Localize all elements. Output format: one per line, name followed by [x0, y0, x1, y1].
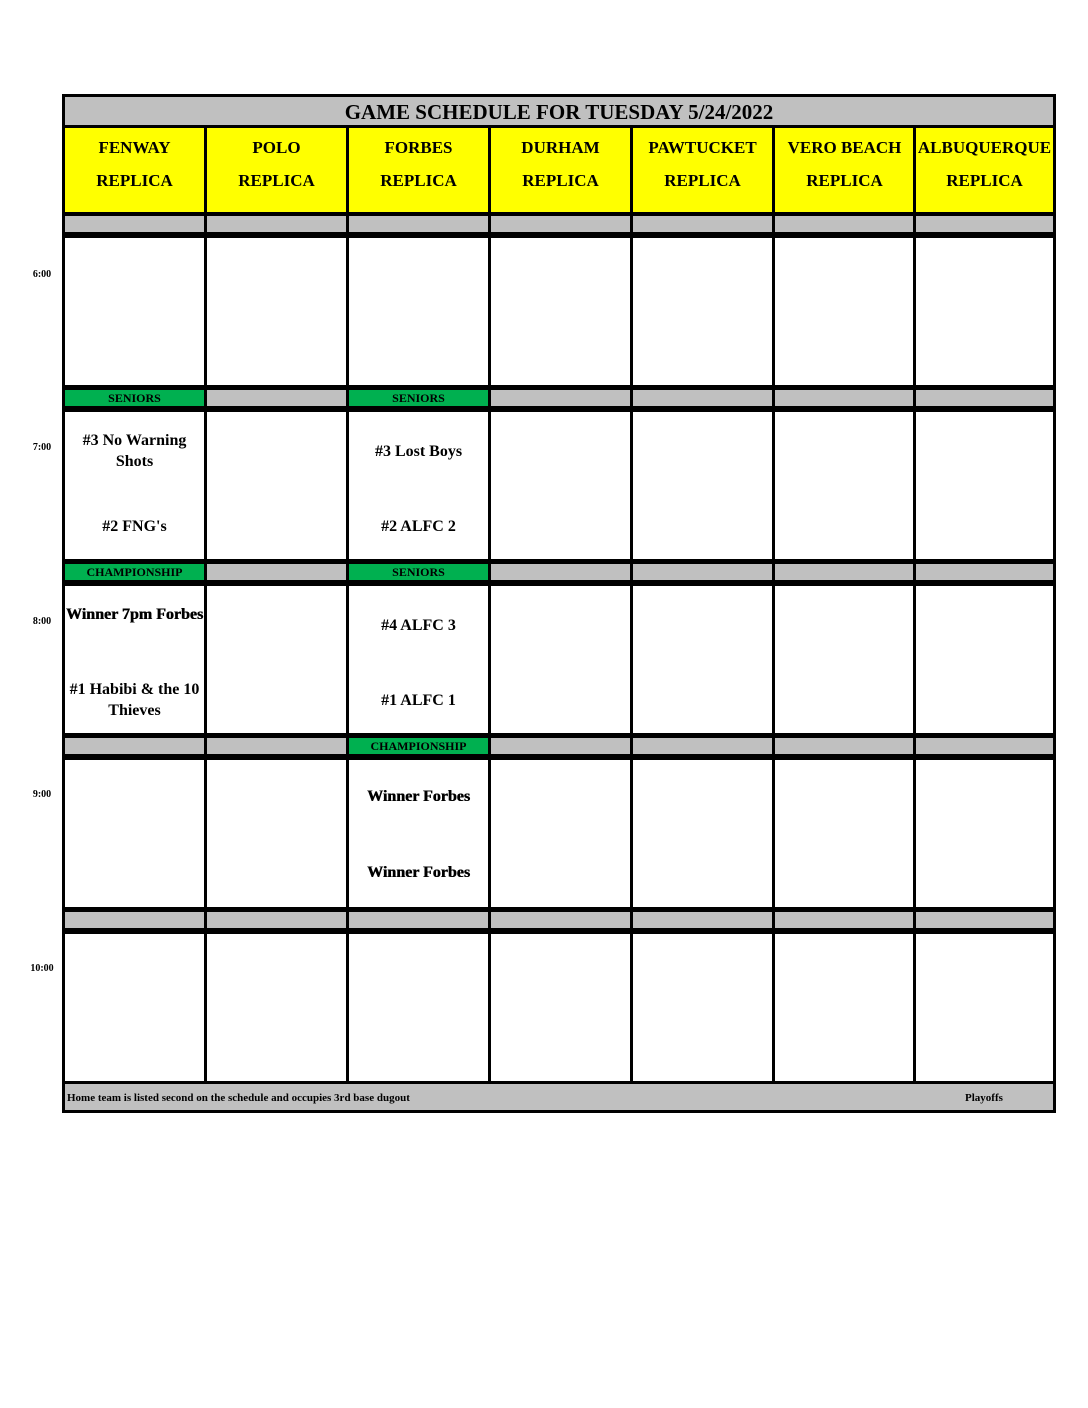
- time-label-9: 9:00: [32, 789, 52, 800]
- slot-band: [204, 387, 349, 409]
- field-name: VERO BEACH: [787, 138, 902, 157]
- slot-band: [913, 909, 1056, 931]
- game-cell-forbes-9: [346, 757, 491, 910]
- slot-band: [204, 735, 349, 757]
- slot-band: [630, 561, 775, 583]
- field-sub: REPLICA: [238, 171, 315, 190]
- game-cell: [913, 583, 1056, 736]
- slot-band: [630, 735, 775, 757]
- slot-band: [913, 735, 1056, 757]
- game-cell-fenway-8: [62, 583, 207, 736]
- field-sub: REPLICA: [664, 171, 741, 190]
- game-cell: [913, 409, 1056, 562]
- slot-band: [488, 735, 633, 757]
- field-header-forbes: [346, 125, 491, 215]
- away-team: Winner 7pm Forbes: [65, 606, 204, 623]
- time-label-10: 10:00: [30, 963, 54, 974]
- field-header-pawtucket: [630, 125, 775, 215]
- game-cell: [772, 583, 917, 736]
- slot-band: [204, 909, 349, 931]
- slot-band: [913, 213, 1056, 235]
- game-cell: [488, 583, 633, 736]
- away-team: #3 Lost Boys: [374, 443, 463, 460]
- game-cell: [772, 931, 917, 1084]
- slot-band: [488, 561, 633, 583]
- away-team: #3 No Warning Shots: [82, 432, 187, 470]
- field-header-vero-beach: [772, 125, 917, 215]
- game-cell: [772, 235, 917, 388]
- home-team: #1 Habibi & the 10 Thieves: [69, 681, 200, 719]
- game-cell: [204, 931, 349, 1084]
- game-cell-forbes-8: [346, 583, 491, 736]
- slot-band: [630, 387, 775, 409]
- field-name: DURHAM: [521, 138, 600, 157]
- game-cell: [488, 409, 633, 562]
- time-label-8: 8:00: [32, 616, 52, 627]
- slot-band: [346, 909, 491, 931]
- slot-band: [772, 561, 917, 583]
- schedule-table: [62, 94, 1056, 1114]
- slot-band: [772, 909, 917, 931]
- time-label-6: 6:00: [32, 269, 52, 280]
- game-cell: [346, 235, 491, 388]
- slot-band: [62, 909, 207, 931]
- slot-band: [630, 909, 775, 931]
- slot-label-forbes-7: SENIORS: [346, 387, 491, 409]
- game-cell: [204, 757, 349, 910]
- game-cell: [913, 757, 1056, 910]
- footer-note: Home team is listed second on the schedule and occupies 3rd base dugout: [67, 1092, 410, 1104]
- game-cell: [772, 409, 917, 562]
- slot-label-fenway-8: CHAMPIONSHIP: [62, 561, 207, 583]
- game-cell: [630, 583, 775, 736]
- slot-band: [204, 213, 349, 235]
- field-name: FORBES: [384, 138, 453, 157]
- slot-band: [772, 213, 917, 235]
- game-cell: [62, 931, 207, 1084]
- slot-band: [488, 387, 633, 409]
- slot-label-fenway-7: SENIORS: [62, 387, 207, 409]
- footer-bar: [62, 1081, 1056, 1113]
- game-cell: [488, 757, 633, 910]
- game-cell: [346, 931, 491, 1084]
- home-team: Winner Forbes: [367, 864, 470, 881]
- game-cell: [630, 409, 775, 562]
- home-team: #2 FNG's: [102, 518, 167, 535]
- game-cell: [204, 235, 349, 388]
- game-cell: [772, 757, 917, 910]
- slot-band: [346, 213, 491, 235]
- field-name: FENWAY: [98, 138, 171, 157]
- game-cell: [62, 235, 207, 388]
- slot-band: [772, 735, 917, 757]
- slot-label-forbes-8: SENIORS: [346, 561, 491, 583]
- away-team: #4 ALFC 3: [381, 617, 456, 634]
- slot-band: [62, 735, 207, 757]
- field-sub: REPLICA: [522, 171, 599, 190]
- schedule-title: GAME SCHEDULE FOR TUESDAY 5/24/2022: [62, 94, 1056, 128]
- slot-band: [488, 213, 633, 235]
- game-cell: [630, 757, 775, 910]
- game-cell: [488, 931, 633, 1084]
- game-cell-fenway-7: [62, 409, 207, 562]
- field-name: POLO: [252, 138, 301, 157]
- game-cell: [204, 409, 349, 562]
- slot-band: [488, 909, 633, 931]
- slot-band: [630, 213, 775, 235]
- game-cell: [630, 235, 775, 388]
- field-header-polo: [204, 125, 349, 215]
- slot-band: [913, 561, 1056, 583]
- slot-band: [913, 387, 1056, 409]
- field-sub: REPLICA: [96, 171, 173, 190]
- field-name: PAWTUCKET: [648, 138, 757, 157]
- field-header-albuquerque: [913, 125, 1056, 215]
- game-cell: [488, 235, 633, 388]
- slot-band: [62, 213, 207, 235]
- field-sub: REPLICA: [380, 171, 457, 190]
- game-cell: [913, 235, 1056, 388]
- field-header-durham: [488, 125, 633, 215]
- game-cell: [204, 583, 349, 736]
- home-team: #1 ALFC 1: [381, 692, 456, 709]
- slot-label-forbes-9: CHAMPIONSHIP: [346, 735, 491, 757]
- field-header-fenway: [62, 125, 207, 215]
- time-label-7: 7:00: [32, 442, 52, 453]
- game-cell: [913, 931, 1056, 1084]
- game-cell: [62, 757, 207, 910]
- footer-tag: Playoffs: [965, 1092, 1003, 1104]
- slot-band: [204, 561, 349, 583]
- field-sub: REPLICA: [806, 171, 883, 190]
- field-sub: REPLICA: [946, 171, 1023, 190]
- away-team: Winner Forbes: [367, 788, 470, 805]
- slot-band: [772, 387, 917, 409]
- game-cell-forbes-7: [346, 409, 491, 562]
- game-cell: [630, 931, 775, 1084]
- field-name: ALBUQUERQUE: [917, 138, 1052, 157]
- home-team: #2 ALFC 2: [381, 518, 456, 535]
